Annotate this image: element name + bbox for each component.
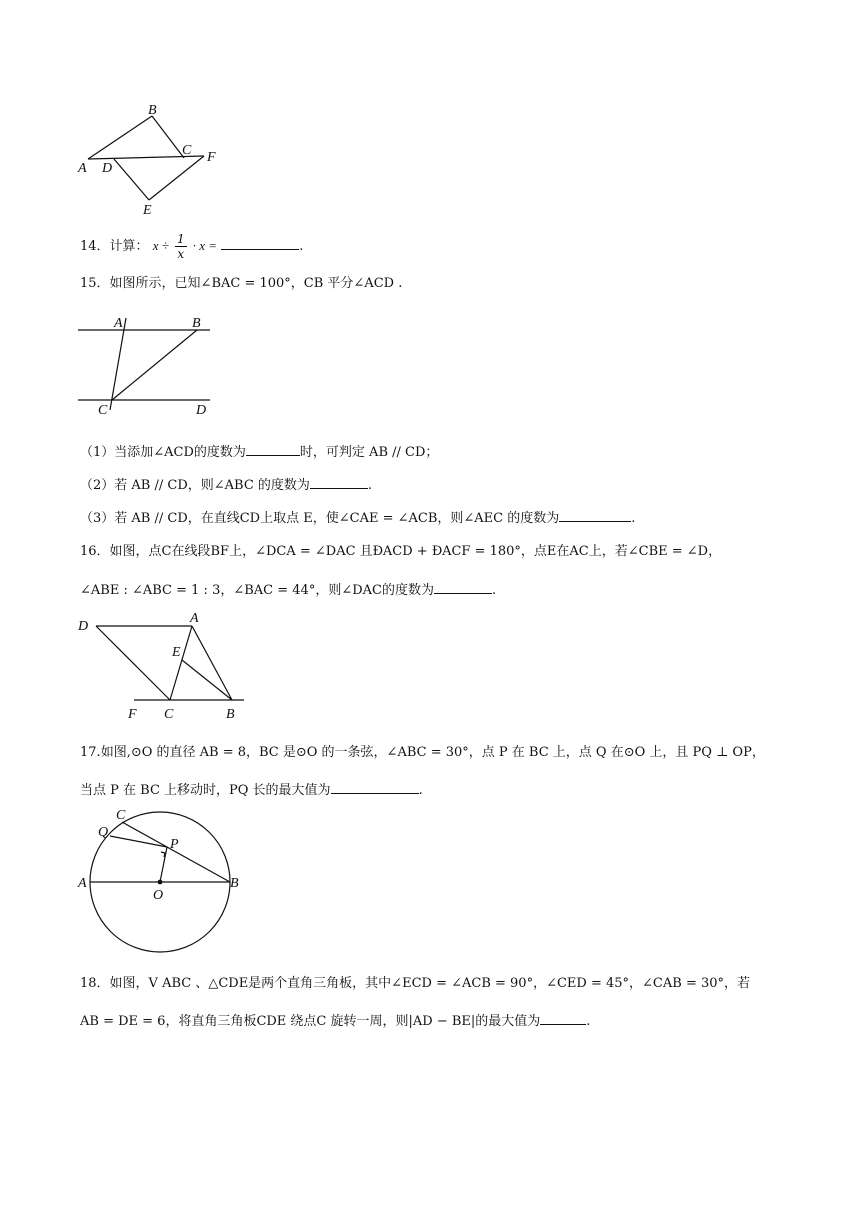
q17-tail: . xyxy=(418,783,423,798)
q15-sub1-tail: 时，可判定 AB // CD； xyxy=(299,445,439,460)
fig16-label-C: C xyxy=(164,707,174,722)
question-17-line1 xyxy=(80,741,765,760)
question-15-stem xyxy=(80,272,402,291)
fig17-label-Q: Q xyxy=(98,825,109,840)
fig15-label-C: C xyxy=(98,403,108,418)
fig17-center-dot xyxy=(158,880,163,885)
fig17-label-B: B xyxy=(230,876,239,891)
q15-sub1-blank[interactable] xyxy=(246,443,300,456)
q15-sub-1 xyxy=(80,441,438,460)
q15-sub1-text: （1）当添加∠ACD的度数为 xyxy=(80,445,246,460)
q14-fraction xyxy=(175,232,187,261)
fig17-label-A: A xyxy=(78,876,87,891)
q16-answer-blank[interactable] xyxy=(434,581,492,594)
q15-number: 15． xyxy=(80,276,110,291)
q18-tail: . xyxy=(586,1014,591,1029)
q15-sub2-text: （2）若 AB // CD，则∠ABC 的度数为 xyxy=(80,478,310,493)
fig15-label-B: B xyxy=(192,316,201,331)
fig16-label-D: D xyxy=(78,619,89,634)
question-16-line2 xyxy=(80,579,496,598)
q14-number: 14． xyxy=(80,239,110,254)
q15-sub2-tail: . xyxy=(367,478,373,493)
q16-line1: 如图，点C在线段BF上，∠DCA = ∠DAC 且ÐACD + ÐACF = 180°，点E在AC上，若∠CBE = ∠D， xyxy=(109,544,722,559)
q14-prefix: 计算： xyxy=(109,239,149,254)
question-18-line2 xyxy=(80,1010,590,1029)
fig16-label-A: A xyxy=(190,611,199,626)
question-17-line2 xyxy=(80,779,423,798)
q18-answer-blank[interactable] xyxy=(540,1012,586,1025)
figure-q13 xyxy=(74,98,234,220)
question-16-line1 xyxy=(80,540,721,559)
q15-sub2-blank[interactable] xyxy=(310,476,368,489)
fig15-label-A: A xyxy=(114,316,123,331)
q15-sub-3 xyxy=(80,507,635,526)
q17-line2: 当点 P 在 BC 上移动时，PQ 长的最大值为 xyxy=(80,783,331,798)
q16-tail: . xyxy=(491,583,497,598)
fig13-label-E: E xyxy=(143,203,152,218)
fig13-label-B: B xyxy=(148,103,157,118)
figure-q16 xyxy=(74,608,254,726)
q18-number: 18． xyxy=(80,976,110,991)
q18-line1: 如图，V ABC 、△CDE是两个直角三角板，其中∠ECD = ∠ACB = 90°，∠CED = 45°，∠CAB = 30°，若 xyxy=(109,976,751,991)
fig13-label-C: C xyxy=(182,143,192,158)
fig16-label-E: E xyxy=(172,645,181,660)
fig13-label-D: D xyxy=(102,161,113,176)
fig16-label-F: F xyxy=(128,707,137,722)
q14-expr-b: · x = xyxy=(192,238,218,253)
question-14 xyxy=(80,232,303,261)
figure-q15 xyxy=(74,310,224,420)
fig13-label-F: F xyxy=(207,150,216,165)
q15-sub-2 xyxy=(80,474,372,493)
q18-line2: AB = DE = 6，将直角三角板CDE 绕点C 旋转一周，则|AD − BE|的最大值为 xyxy=(80,1014,541,1029)
q15-sub3-blank[interactable] xyxy=(559,509,631,522)
q14-frac-num: 1 xyxy=(177,232,185,246)
q15-sub3-text: （3）若 AB // CD，在直线CD上取点 E，使∠CAE = ∠ACB，则∠AEC 的度数为 xyxy=(80,511,560,526)
fig16-label-B: B xyxy=(226,707,235,722)
fig13-label-A: A xyxy=(78,161,87,176)
fig17-label-O: O xyxy=(153,888,164,903)
q14-answer-blank[interactable] xyxy=(221,237,299,250)
q14-expr-a: x ÷ xyxy=(152,238,169,253)
figure-q17 xyxy=(72,806,252,956)
fig17-label-C: C xyxy=(116,808,126,823)
fig15-label-D: D xyxy=(196,403,207,418)
fig17-label-P: P xyxy=(170,837,179,852)
q14-frac-den: x xyxy=(177,247,185,261)
q16-line2: ∠ABE : ∠ABC = 1 : 3，∠BAC = 44°，则∠DAC的度数为 xyxy=(80,583,434,598)
q16-number: 16． xyxy=(80,544,110,559)
q17-number: 17. xyxy=(80,745,101,760)
q17-answer-blank[interactable] xyxy=(331,781,419,794)
q14-end: . xyxy=(299,239,304,254)
q15-stem: 如图所示，已知∠BAC = 100°，CB 平分∠ACD . xyxy=(109,276,403,291)
question-18-line1 xyxy=(80,972,750,991)
q17-line1: 如图,⊙O 的直径 AB = 8，BC 是⊙O 的一条弦，∠ABC = 30°，点 P 在 BC 上，点 Q 在⊙O 上，且 PQ ⊥ OP， xyxy=(100,745,765,760)
q15-sub3-tail: . xyxy=(631,511,636,526)
